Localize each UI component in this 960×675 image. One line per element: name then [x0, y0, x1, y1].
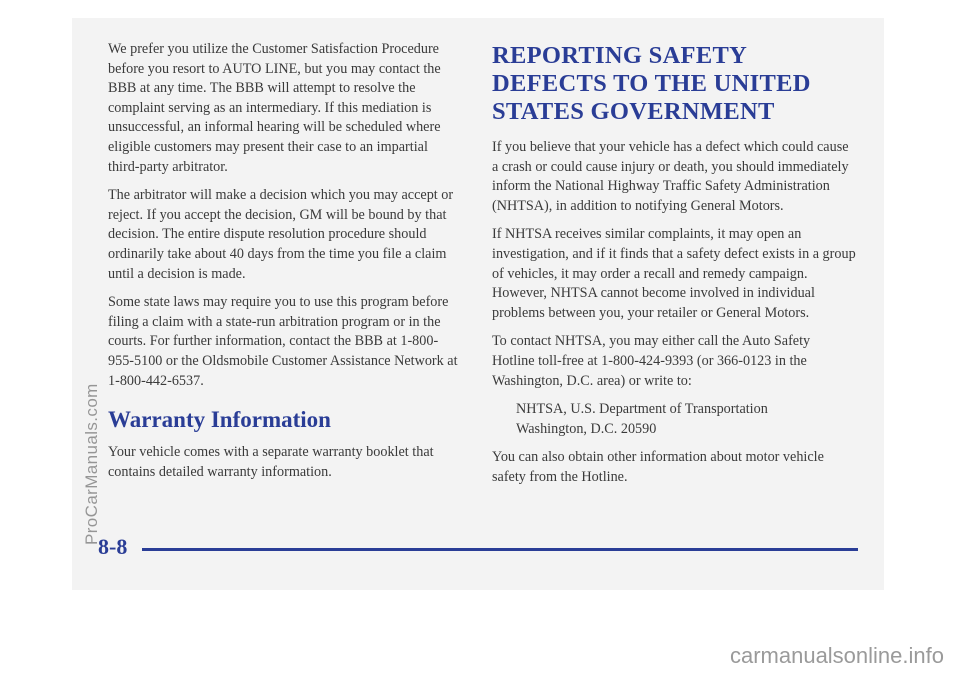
right-column — [492, 40, 856, 497]
hotline-info-paragraph: You can also obtain other information about motor vehicle safety from the Hotline. — [492, 449, 824, 485]
left-column — [108, 40, 460, 491]
address-line-1: NHTSA, U.S. Department of Transportation — [516, 401, 768, 418]
customer-satisfaction-paragraph: We prefer you utilize the Customer Satisfaction Procedure before you resort to AUTO LINE, but you may contact the BBB at any time. The BBB will attempt to resolve the complaint serving as an intermediary. If this mediation is unsuccessful, an informal hearing will be scheduled where eligible customers may present their case to an impartial third-party arbitrator. — [108, 41, 441, 175]
address-line-2: Washington, D.C. 20590 — [516, 420, 657, 437]
site-watermark: carmanualsonline.info — [729, 643, 944, 668]
procarmanuals-watermark: ProCarManuals.com — [82, 383, 101, 545]
state-laws-paragraph: Some state laws may require you to use this program before filing a claim with a state-run arbitration program or in the courts. For further information, contact the BBB at 1-800-955-5100 or the Oldsmobile Customer Assistance Network at 1-800-442-6537. — [108, 294, 458, 389]
safety-defects-heading: REPORTING SAFETY DEFECTS TO THE UNITED STATES GOVERNMENT — [492, 42, 811, 125]
warranty-paragraph: Your vehicle comes with a separate warranty booklet that contains detailed warranty information. — [108, 444, 434, 480]
arbitrator-decision-paragraph: The arbitrator will make a decision which you may accept or reject. If you accept the decision, GM will be bound by that decision. The entire dispute resolution procedure should ordinarily take about 40 days from the time you file a claim until a decision is made. — [108, 187, 454, 282]
defect-report-paragraph: If you believe that your vehicle has a defect which could cause a crash or could cause injury or death, you should immediately inform the National Highway Traffic Safety Administration (NHTSA), in addition to notifying General Motors. — [492, 139, 849, 214]
contact-nhtsa-paragraph: To contact NHTSA, you may either call the Auto Safety Hotline toll-free at 1-800-424-9393 (or 366-0123 in the Washington, D.C. area) or write to: — [492, 333, 811, 389]
footer-divider — [142, 548, 858, 551]
warranty-information-heading: Warranty Information — [108, 407, 331, 433]
nhtsa-address — [516, 400, 856, 439]
page-number: 8-8 — [98, 534, 128, 559]
nhtsa-investigation-paragraph: If NHTSA receives similar complaints, it may open an investigation, and if it finds that a safety defect exists in a group of vehicles, it may order a recall and remedy campaign. However, NHTSA cannot become involved in individual problems between you, your retailer or General Motors. — [492, 226, 856, 321]
